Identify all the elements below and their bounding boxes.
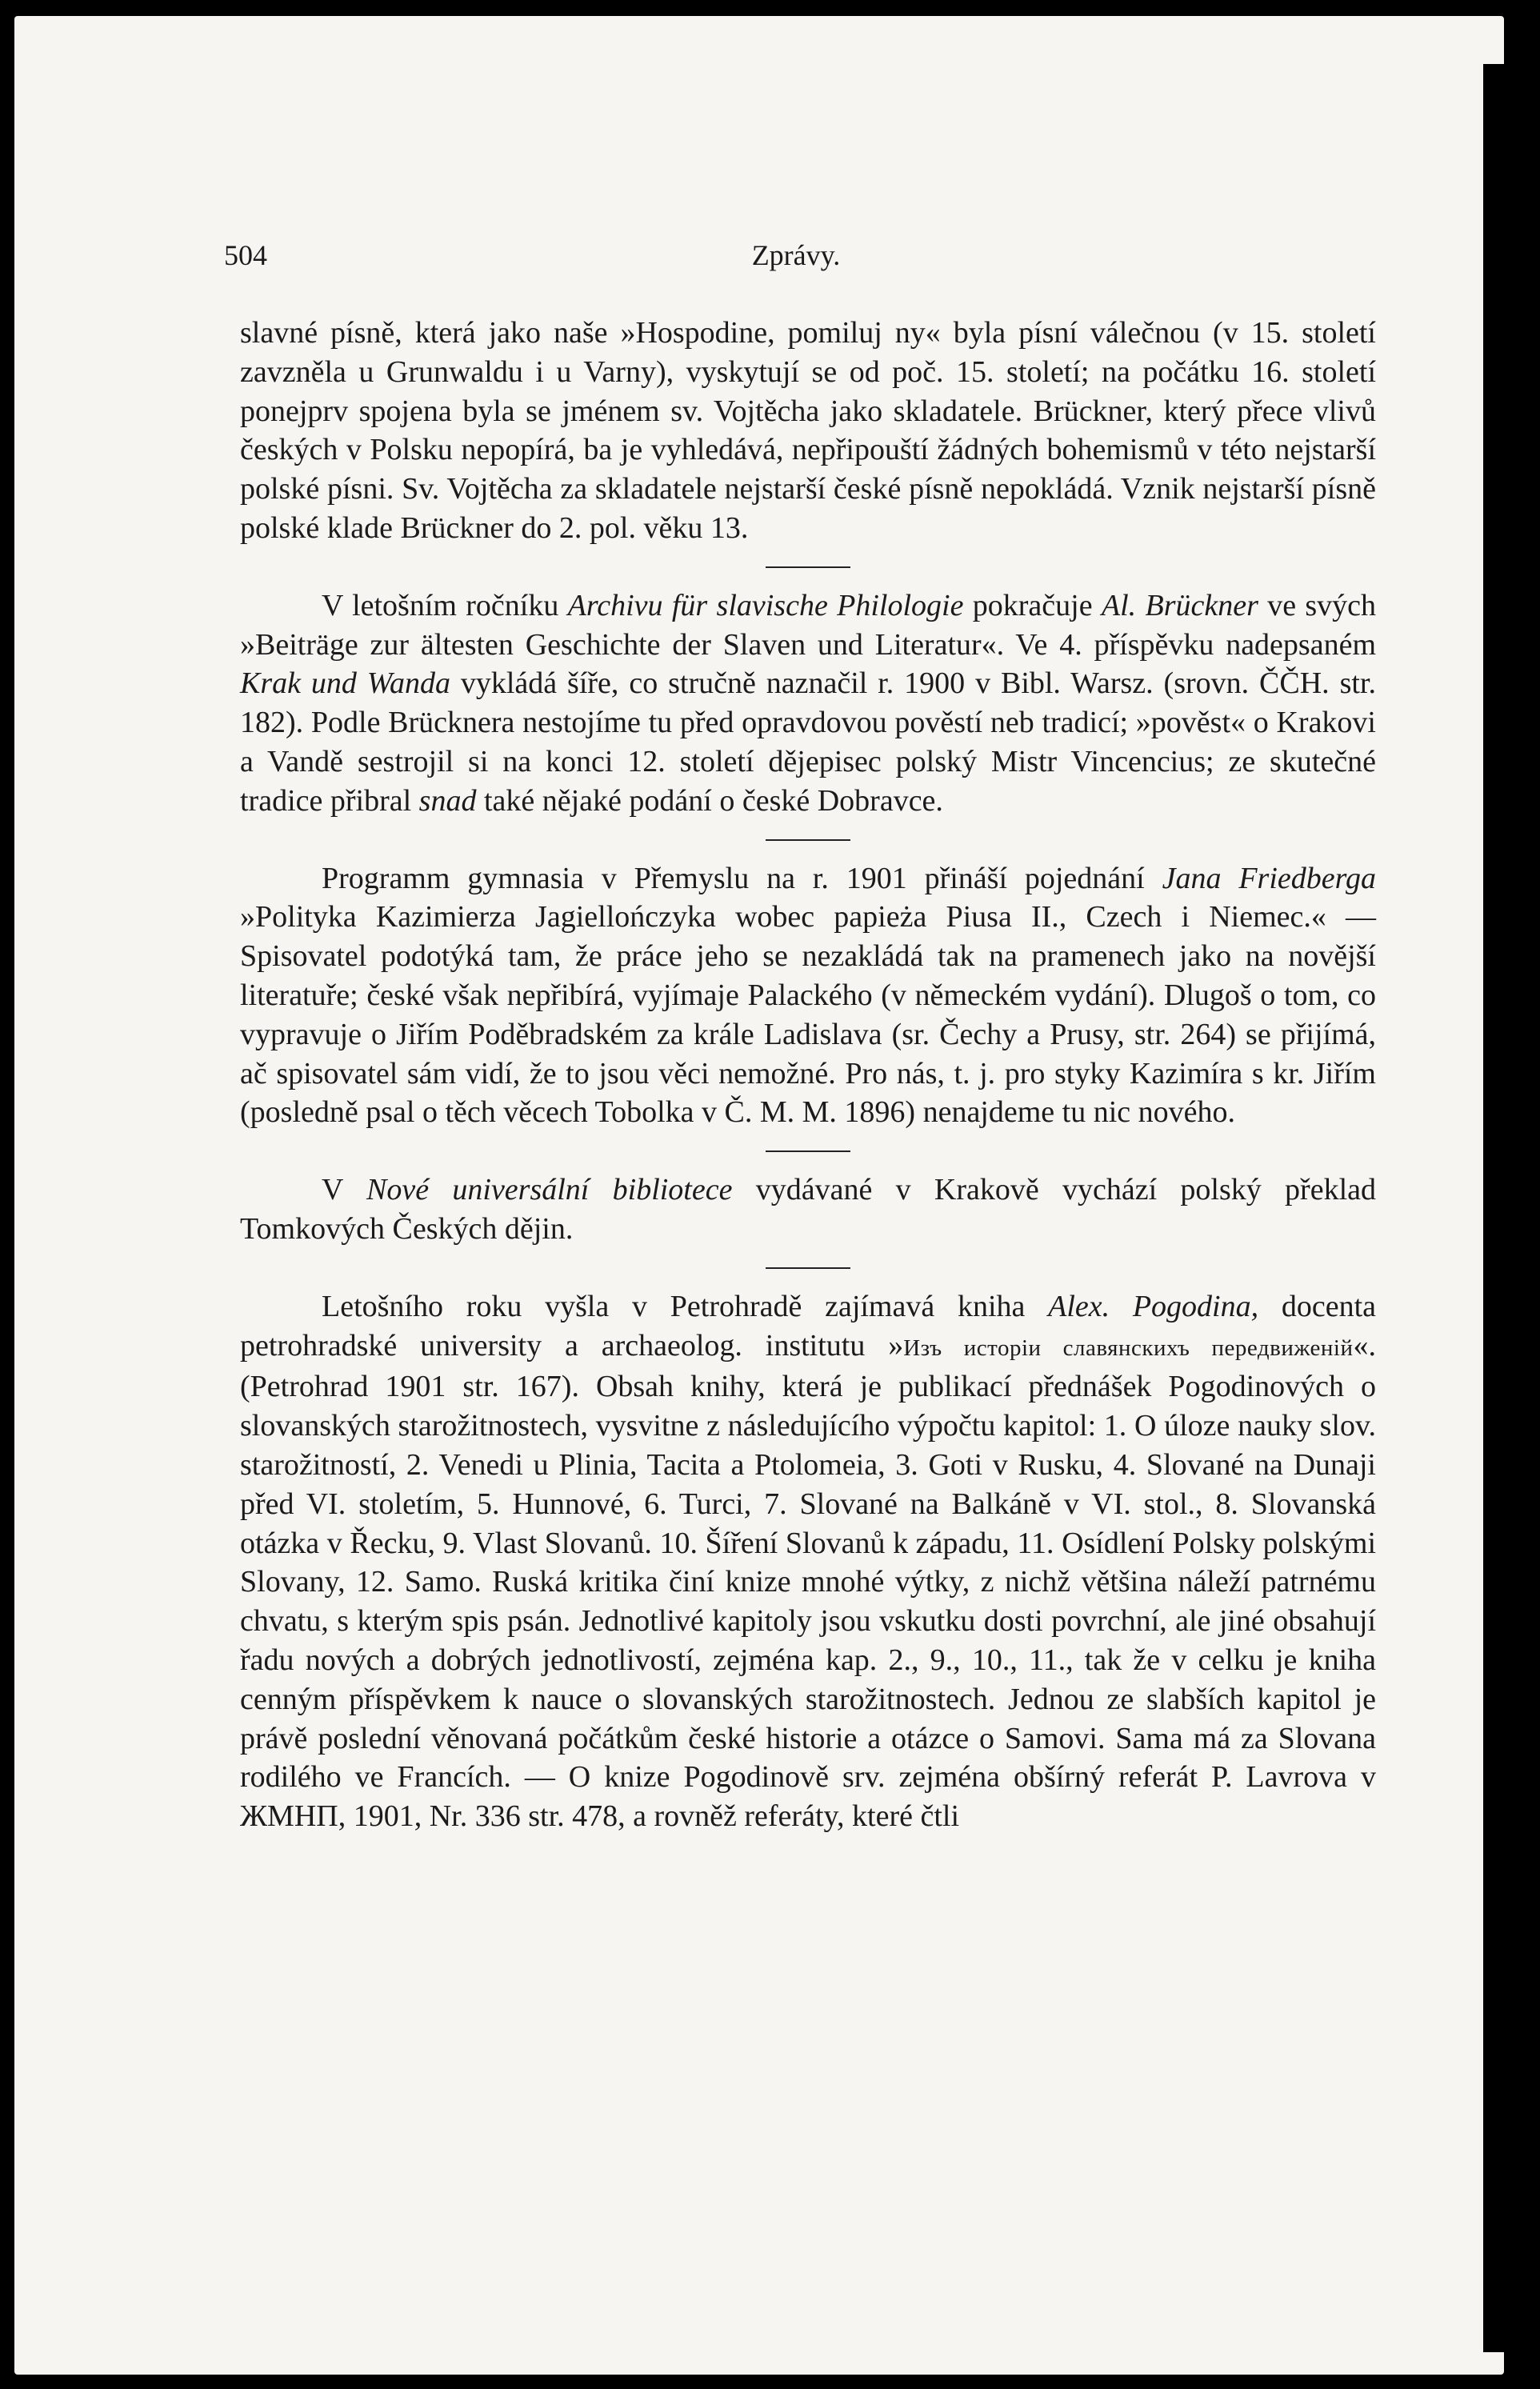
cyrillic-book-title: Изъ исторіи славянскихъ передвиженій bbox=[903, 1335, 1354, 1361]
page-edge-shadow bbox=[1483, 64, 1504, 2352]
text-run: pokračuje bbox=[963, 588, 1102, 622]
author-name: Jana Friedberga bbox=[1162, 861, 1376, 895]
paragraph-5 bbox=[240, 1287, 1376, 1836]
paragraph-3 bbox=[240, 859, 1376, 1133]
paragraph-4 bbox=[240, 1170, 1376, 1249]
text-run: vydávané v Krakově vychází polský překlad Tomkových Českých dějin. bbox=[240, 1173, 1376, 1246]
work-title: Krak und Wanda bbox=[240, 666, 450, 701]
author-name: Alex. Pogodina, bbox=[1048, 1289, 1259, 1323]
text-run: ve svých »Beiträge zur ältesten Geschichte der Slaven und Literatur«. Ve 4. příspěvku nadepsaném bbox=[240, 588, 1377, 662]
paragraph-2 bbox=[240, 586, 1376, 821]
text-run: docenta petrohradské university a archaeolog. institutu » bbox=[240, 1289, 1376, 1363]
running-title: Zprávy. bbox=[751, 239, 841, 271]
author-name: Al. Brückner bbox=[1101, 588, 1258, 622]
text-run: Programm gymnasia v Přemyslu na r. 1901 přináší pojednání bbox=[322, 861, 1162, 895]
section-divider bbox=[766, 566, 850, 568]
section-divider bbox=[766, 839, 850, 841]
section-divider bbox=[766, 1267, 850, 1269]
text-run: »Polityka Kazimierza Jagiellończyka wobec papieża Piusa II., Czech i Niemec.« — Spisovatel podotýká tam, že práce jeho se nezakládá tak na pramenech jako na novější literatuře; české však nepřibírá, vyjímaje Palackého (v německém vydání). Dlugoš o tom, co vypravuje o Jiřím Poděbradském za krále Ladislava (sr. Čechy a Prusy, str. 264) se přijímá, ač spisovatel sám vidí, že to jsou věci nemožné. Pro nás, t. j. pro styky Kazimíra s kr. Jiřím (posledně psal o těch věcech Tobolka v Č. M. M. 1896) nenajdeme tu nic nového. bbox=[240, 900, 1376, 1130]
scanned-page bbox=[14, 16, 1504, 2375]
text-run: V letošním ročníku bbox=[322, 588, 568, 622]
text-run: «. (Petrohrad 1901 str. 167). Obsah knihy, která je publikací přednášek Pogodinových o slovanských starožitnostech, vysvitne z následujícího výpočtu kapitol: 1. O úloze nauky slov. starožitností, 2. Venedi u Plinia, Tacita a Ptolomeia, 3. Goti v Rusku, 4. Slované na Dunaji před VI. stoletím, 5. Hunnové, 6. Turci, 7. Slované na Balkáně v VI. stol., 8. Slovanská otázka v Řecku, 9. Vlast Slovanů. 10. Šíření Slovanů k západu, 11. Osídlení Polsky polskými Slovany, 12. Samo. Ruská kritika činí knize mnohé výtky, z nichž většina náleží patrnému chvatu, s kterým spis psán. Jednotlivé kapitoly jsou vskutku dosti povrchní, ale jiné obsahují řadu nových a dobrých jednotlivostí, zejména kap. 2., 9., 10., 11., tak že v celku je kniha cenným příspěvkem k nauce o slovanských starožitnostech. Jednou ze slabších kapitol je právě poslední věnovaná počátkům české historie a otázce o Samovi. Sama má za Slovana rodilého ve Francích. — O knize Pogodinově srv. zejména obšírný referát P. Lavrova v ЖМНП, 1901, Nr. 336 str. 478, a rovněž referáty, které čtli bbox=[240, 1328, 1376, 1834]
text-run: také nějaké podání o české Dobravce. bbox=[476, 783, 943, 818]
text-run: V bbox=[322, 1173, 367, 1207]
series-title: Nové universální bibliotece bbox=[366, 1173, 733, 1207]
paragraph-1: slavné písně, která jako naše »Hospodine, pomiluj ny« byla písní válečnou (v 15. století zavzněla u Grunwaldu i u Varny), vyskytují se od poč. 15. století; na počátku 16. století ponejprv spojena byla se jménem sv. Vojtěcha jako skladatele. Brückner, který přece vlivů českých v Polsku nepopírá, ba je vyhledává, nepřipouští žádných bohemismů v této nejstarší polské písni. Sv. Vojtěcha za skladatele nejstarší české písně nepokládá. Vznik nejstarší písně polské klade Brückner do 2. pol. věku 13. bbox=[240, 316, 1376, 545]
body-text bbox=[240, 314, 1376, 1836]
journal-title: Archivu für slavische Philologie bbox=[567, 588, 964, 622]
running-header bbox=[224, 234, 1368, 282]
text-run: Letošního roku vyšla v Petrohradě zajímavá kniha bbox=[322, 1289, 1049, 1323]
section-divider bbox=[766, 1150, 850, 1152]
emphasis: snad bbox=[418, 783, 477, 818]
page-number: 504 bbox=[224, 239, 267, 271]
text-run: vykládá šíře, co stručně naznačil r. 1900 v Bibl. Warsz. (srovn. ČČH. str. 182). Podle Brücknera nestojíme tu před opravdovou pověstí neb tradicí; »pověst« o Krakovi a Vandě sestrojil si na konci 12. století dějepisec polský Mistr Vincencius; ze skutečné tradice přibral bbox=[240, 666, 1376, 818]
